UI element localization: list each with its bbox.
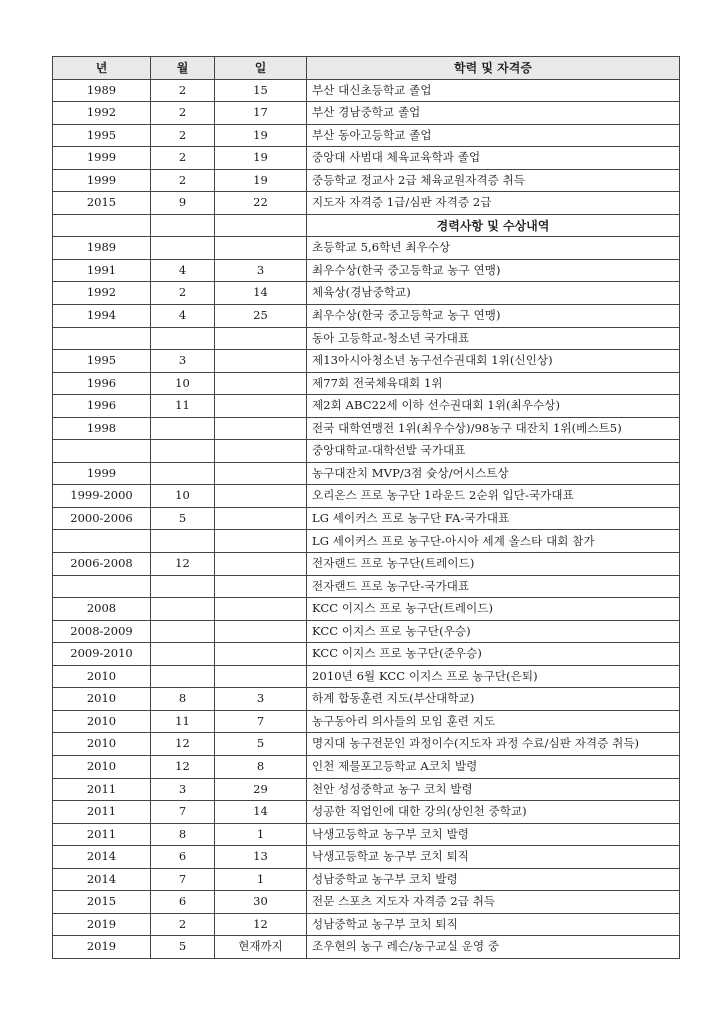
day-cell: 19: [215, 147, 307, 170]
year-cell: [53, 530, 151, 553]
career-row: [53, 778, 680, 801]
day-cell: [215, 575, 307, 598]
day-cell: 12: [215, 913, 307, 936]
career-row: [53, 710, 680, 733]
day-cell: [215, 372, 307, 395]
career-row: [53, 868, 680, 891]
year-cell: 1998: [53, 417, 151, 440]
day-cell: [215, 530, 307, 553]
career-row: [53, 823, 680, 846]
career-row: [53, 553, 680, 576]
year-cell: 1991: [53, 259, 151, 282]
month-cell: 5: [151, 936, 215, 959]
year-cell: 2010: [53, 710, 151, 733]
description-cell: 전자랜드 프로 농구단(트레이드): [307, 553, 680, 576]
career-section: [53, 237, 680, 959]
table-header-row: [53, 57, 680, 80]
career-header-year-cell: [53, 214, 151, 237]
education-row: [53, 169, 680, 192]
month-cell: [151, 665, 215, 688]
day-cell: [215, 643, 307, 666]
day-cell: [215, 553, 307, 576]
year-cell: 2009-2010: [53, 643, 151, 666]
year-cell: 1989: [53, 237, 151, 260]
year-cell: 2008-2009: [53, 620, 151, 643]
career-row: [53, 350, 680, 373]
day-cell: 3: [215, 688, 307, 711]
year-cell: 2010: [53, 755, 151, 778]
month-cell: 7: [151, 801, 215, 824]
month-cell: [151, 417, 215, 440]
day-cell: 5: [215, 733, 307, 756]
description-cell: 성공한 직업인에 대한 강의(상인천 중학교): [307, 801, 680, 824]
month-cell: 10: [151, 372, 215, 395]
month-cell: 8: [151, 688, 215, 711]
month-cell: 11: [151, 710, 215, 733]
year-cell: [53, 327, 151, 350]
description-cell: KCC 이지스 프로 농구단(준우승): [307, 643, 680, 666]
month-cell: 2: [151, 169, 215, 192]
career-row: [53, 305, 680, 328]
description-cell: 동아 고등학교-청소년 국가대표: [307, 327, 680, 350]
career-row: [53, 598, 680, 621]
description-cell: 중앙대학교-대학선발 국가대표: [307, 440, 680, 463]
month-cell: [151, 643, 215, 666]
month-cell: 2: [151, 79, 215, 102]
month-cell: 5: [151, 507, 215, 530]
day-cell: 3: [215, 259, 307, 282]
career-row: [53, 507, 680, 530]
year-cell: 1992: [53, 282, 151, 305]
career-header-title: 경력사항 및 수상내역: [307, 214, 680, 237]
description-cell: KCC 이지스 프로 농구단(트레이드): [307, 598, 680, 621]
description-cell: 제13아시아청소년 농구선수권대회 1위(신인상): [307, 350, 680, 373]
description-cell: 명지대 농구전문인 과정이수(지도자 과정 수료/심판 자격증 취득): [307, 733, 680, 756]
education-row: [53, 79, 680, 102]
month-cell: 7: [151, 868, 215, 891]
career-row: [53, 891, 680, 914]
day-cell: [215, 665, 307, 688]
month-cell: [151, 327, 215, 350]
description-cell: 인천 제물포고등학교 A코치 발령: [307, 755, 680, 778]
year-cell: 1995: [53, 350, 151, 373]
description-cell: 중앙대 사범대 체육교육학과 졸업: [307, 147, 680, 170]
day-cell: 19: [215, 169, 307, 192]
day-cell: [215, 237, 307, 260]
header-day: 일: [215, 57, 307, 80]
career-section-header: [53, 214, 680, 237]
description-cell: 부산 동아고등학교 졸업: [307, 124, 680, 147]
description-cell: 부산 경남중학교 졸업: [307, 102, 680, 125]
career-header-row: [53, 214, 680, 237]
year-cell: 2019: [53, 913, 151, 936]
career-row: [53, 530, 680, 553]
year-cell: 2011: [53, 823, 151, 846]
description-cell: 제2회 ABC22세 이하 선수권대회 1위(최우수상): [307, 395, 680, 418]
description-cell: 최우수상(한국 중고등학교 농구 연맹): [307, 259, 680, 282]
description-cell: 낙생고등학교 농구부 코치 퇴직: [307, 846, 680, 869]
career-row: [53, 755, 680, 778]
career-row: [53, 259, 680, 282]
education-row: [53, 192, 680, 215]
day-cell: 현재까지: [215, 936, 307, 959]
description-cell: 농구동아리 의사들의 모임 훈련 지도: [307, 710, 680, 733]
month-cell: [151, 237, 215, 260]
career-row: [53, 620, 680, 643]
description-cell: 지도자 자격증 1급/심판 자격증 2급: [307, 192, 680, 215]
year-cell: 2014: [53, 868, 151, 891]
year-cell: 1995: [53, 124, 151, 147]
year-cell: 2014: [53, 846, 151, 869]
month-cell: [151, 598, 215, 621]
month-cell: [151, 440, 215, 463]
year-cell: 1999-2000: [53, 485, 151, 508]
day-cell: [215, 462, 307, 485]
year-cell: 1996: [53, 372, 151, 395]
day-cell: [215, 598, 307, 621]
day-cell: 25: [215, 305, 307, 328]
year-cell: 1989: [53, 79, 151, 102]
year-cell: 2011: [53, 778, 151, 801]
education-section: [53, 79, 680, 214]
month-cell: 12: [151, 755, 215, 778]
year-cell: 2015: [53, 891, 151, 914]
description-cell: KCC 이지스 프로 농구단(우승): [307, 620, 680, 643]
career-row: [53, 936, 680, 959]
month-cell: [151, 575, 215, 598]
career-row: [53, 237, 680, 260]
year-cell: 2011: [53, 801, 151, 824]
month-cell: 2: [151, 147, 215, 170]
career-row: [53, 688, 680, 711]
description-cell: 성남중학교 농구부 코치 발령: [307, 868, 680, 891]
day-cell: 13: [215, 846, 307, 869]
career-row: [53, 372, 680, 395]
month-cell: 2: [151, 913, 215, 936]
day-cell: 8: [215, 755, 307, 778]
career-table: [52, 56, 680, 959]
description-cell: 천안 성성중학교 농구 코치 발령: [307, 778, 680, 801]
description-cell: 하계 합동훈련 지도(부산대학교): [307, 688, 680, 711]
career-row: [53, 913, 680, 936]
day-cell: [215, 417, 307, 440]
month-cell: 4: [151, 305, 215, 328]
day-cell: 14: [215, 282, 307, 305]
month-cell: 2: [151, 102, 215, 125]
month-cell: 3: [151, 778, 215, 801]
description-cell: 전국 대학연맹전 1위(최우수상)/98농구 대잔치 1위(베스트5): [307, 417, 680, 440]
career-row: [53, 440, 680, 463]
header-month: 월: [151, 57, 215, 80]
career-row: [53, 801, 680, 824]
career-header-day-cell: [215, 214, 307, 237]
day-cell: 17: [215, 102, 307, 125]
month-cell: [151, 462, 215, 485]
month-cell: 3: [151, 350, 215, 373]
year-cell: [53, 440, 151, 463]
month-cell: [151, 530, 215, 553]
year-cell: 2006-2008: [53, 553, 151, 576]
month-cell: 6: [151, 846, 215, 869]
career-row: [53, 575, 680, 598]
month-cell: 2: [151, 124, 215, 147]
month-cell: [151, 620, 215, 643]
day-cell: [215, 620, 307, 643]
description-cell: 중등학교 정교사 2급 체육교원자격증 취득: [307, 169, 680, 192]
career-row: [53, 665, 680, 688]
year-cell: 1996: [53, 395, 151, 418]
description-cell: 조우현의 농구 레슨/농구교실 운영 중: [307, 936, 680, 959]
career-row: [53, 327, 680, 350]
day-cell: [215, 395, 307, 418]
description-cell: LG 세이커스 프로 농구단-아시아 세계 올스타 대회 참가: [307, 530, 680, 553]
education-row: [53, 124, 680, 147]
day-cell: [215, 507, 307, 530]
year-cell: 1999: [53, 462, 151, 485]
education-row: [53, 102, 680, 125]
year-cell: 2010: [53, 688, 151, 711]
day-cell: 19: [215, 124, 307, 147]
year-cell: 2010: [53, 733, 151, 756]
career-row: [53, 395, 680, 418]
description-cell: LG 세이커스 프로 농구단 FA-국가대표: [307, 507, 680, 530]
year-cell: 2015: [53, 192, 151, 215]
description-cell: 초등학교 5,6학년 최우수상: [307, 237, 680, 260]
header-year: 년: [53, 57, 151, 80]
day-cell: 1: [215, 868, 307, 891]
description-cell: 농구대잔치 MVP/3점 슛상/어시스트상: [307, 462, 680, 485]
career-row: [53, 417, 680, 440]
day-cell: 29: [215, 778, 307, 801]
month-cell: 4: [151, 259, 215, 282]
career-row: [53, 643, 680, 666]
year-cell: 2019: [53, 936, 151, 959]
day-cell: 15: [215, 79, 307, 102]
description-cell: 전문 스포츠 지도자 자격증 2급 취득: [307, 891, 680, 914]
description-cell: 2010년 6월 KCC 이지스 프로 농구단(은퇴): [307, 665, 680, 688]
year-cell: [53, 575, 151, 598]
day-cell: 14: [215, 801, 307, 824]
education-row: [53, 147, 680, 170]
month-cell: 10: [151, 485, 215, 508]
year-cell: 1999: [53, 147, 151, 170]
year-cell: 2008: [53, 598, 151, 621]
career-row: [53, 733, 680, 756]
description-cell: 전자랜드 프로 농구단-국가대표: [307, 575, 680, 598]
year-cell: 1992: [53, 102, 151, 125]
day-cell: 30: [215, 891, 307, 914]
year-cell: 1999: [53, 169, 151, 192]
career-row: [53, 462, 680, 485]
day-cell: 22: [215, 192, 307, 215]
description-cell: 제77회 전국체육대회 1위: [307, 372, 680, 395]
career-row: [53, 282, 680, 305]
career-row: [53, 846, 680, 869]
month-cell: 11: [151, 395, 215, 418]
month-cell: 6: [151, 891, 215, 914]
month-cell: 9: [151, 192, 215, 215]
description-cell: 성남중학교 농구부 코치 퇴직: [307, 913, 680, 936]
day-cell: [215, 327, 307, 350]
day-cell: [215, 485, 307, 508]
day-cell: 7: [215, 710, 307, 733]
description-cell: 낙생고등학교 농구부 코치 발령: [307, 823, 680, 846]
day-cell: [215, 350, 307, 373]
month-cell: 2: [151, 282, 215, 305]
day-cell: [215, 440, 307, 463]
month-cell: 12: [151, 733, 215, 756]
month-cell: 12: [151, 553, 215, 576]
year-cell: 2010: [53, 665, 151, 688]
description-cell: 최우수상(한국 중고등학교 농구 연맹): [307, 305, 680, 328]
description-cell: 체육상(경남중학교): [307, 282, 680, 305]
month-cell: 8: [151, 823, 215, 846]
day-cell: 1: [215, 823, 307, 846]
description-cell: 부산 대신초등학교 졸업: [307, 79, 680, 102]
year-cell: 2000-2006: [53, 507, 151, 530]
header-education: 학력 및 자격증: [307, 57, 680, 80]
career-row: [53, 485, 680, 508]
career-header-month-cell: [151, 214, 215, 237]
year-cell: 1994: [53, 305, 151, 328]
description-cell: 오리온스 프로 농구단 1라운드 2순위 입단-국가대표: [307, 485, 680, 508]
